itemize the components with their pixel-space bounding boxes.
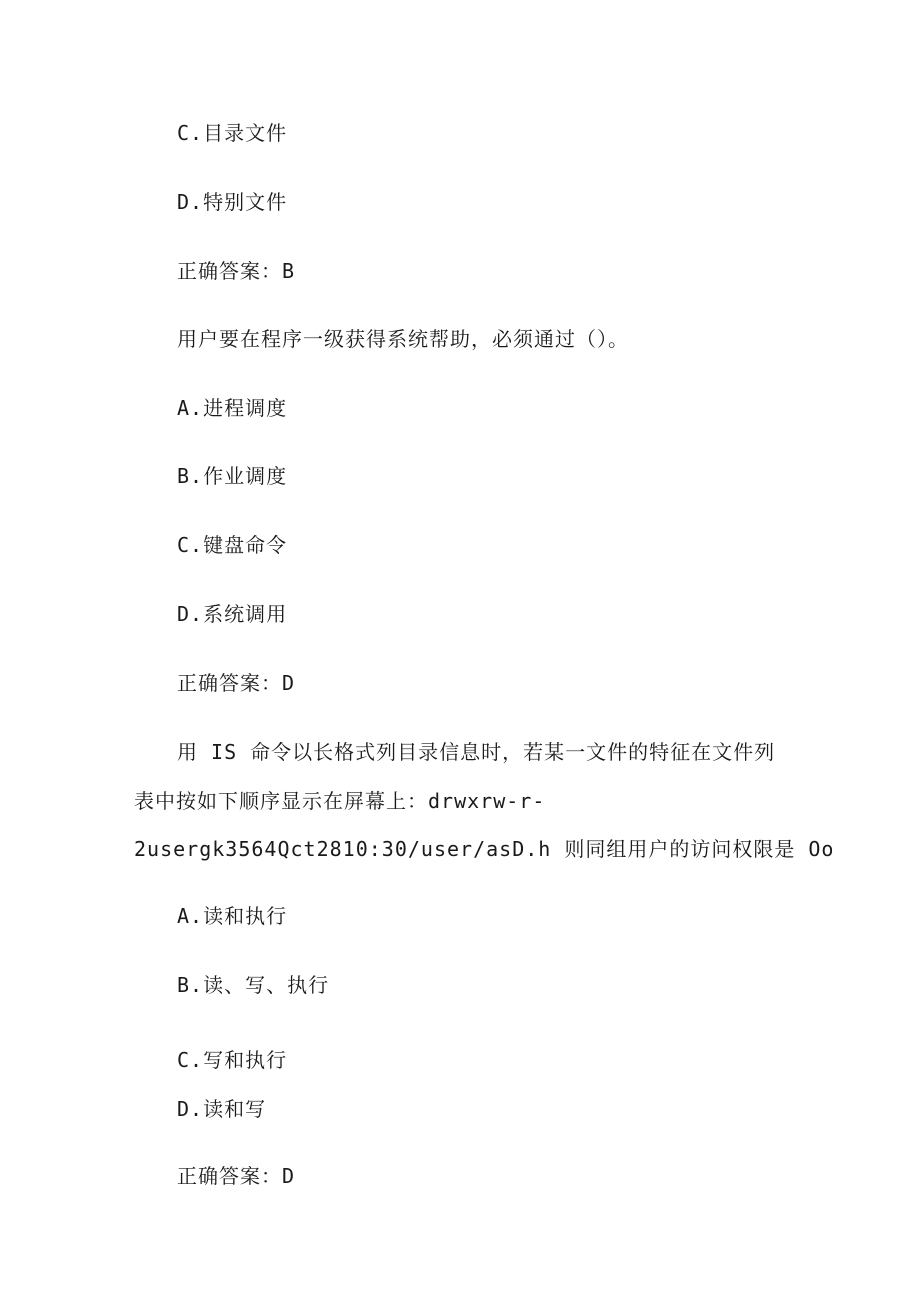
option-a: A.进程调度 (177, 396, 288, 420)
question-text-line-1: 用 IS 命令以长格式列目录信息时，若某一文件的特征在文件列 (177, 740, 776, 764)
question-text-line-3: 2usergk3564Qct2810:30/user/asD.h 则同组用户的访问权限是 Oo (134, 837, 835, 861)
answer-line: 正确答案：B (177, 259, 296, 283)
option-a: A.读和执行 (177, 904, 288, 928)
question-text-line-2: 表中按如下顺序显示在屏幕上：drwxrw-r- (134, 789, 546, 813)
option-d: D.特别文件 (177, 190, 288, 214)
option-c: C.写和执行 (177, 1048, 288, 1072)
option-b: B.读、写、执行 (177, 973, 330, 997)
option-b: B.作业调度 (177, 464, 288, 488)
question-text: 用户要在程序一级获得系统帮助，必须通过（）。 (177, 327, 629, 351)
answer-line: 正确答案：D (177, 1164, 296, 1188)
option-d: D.读和写 (177, 1097, 267, 1121)
option-c: C.键盘命令 (177, 533, 288, 557)
option-c: C.目录文件 (177, 121, 288, 145)
option-d: D.系统调用 (177, 602, 288, 626)
answer-line: 正确答案：D (177, 671, 296, 695)
